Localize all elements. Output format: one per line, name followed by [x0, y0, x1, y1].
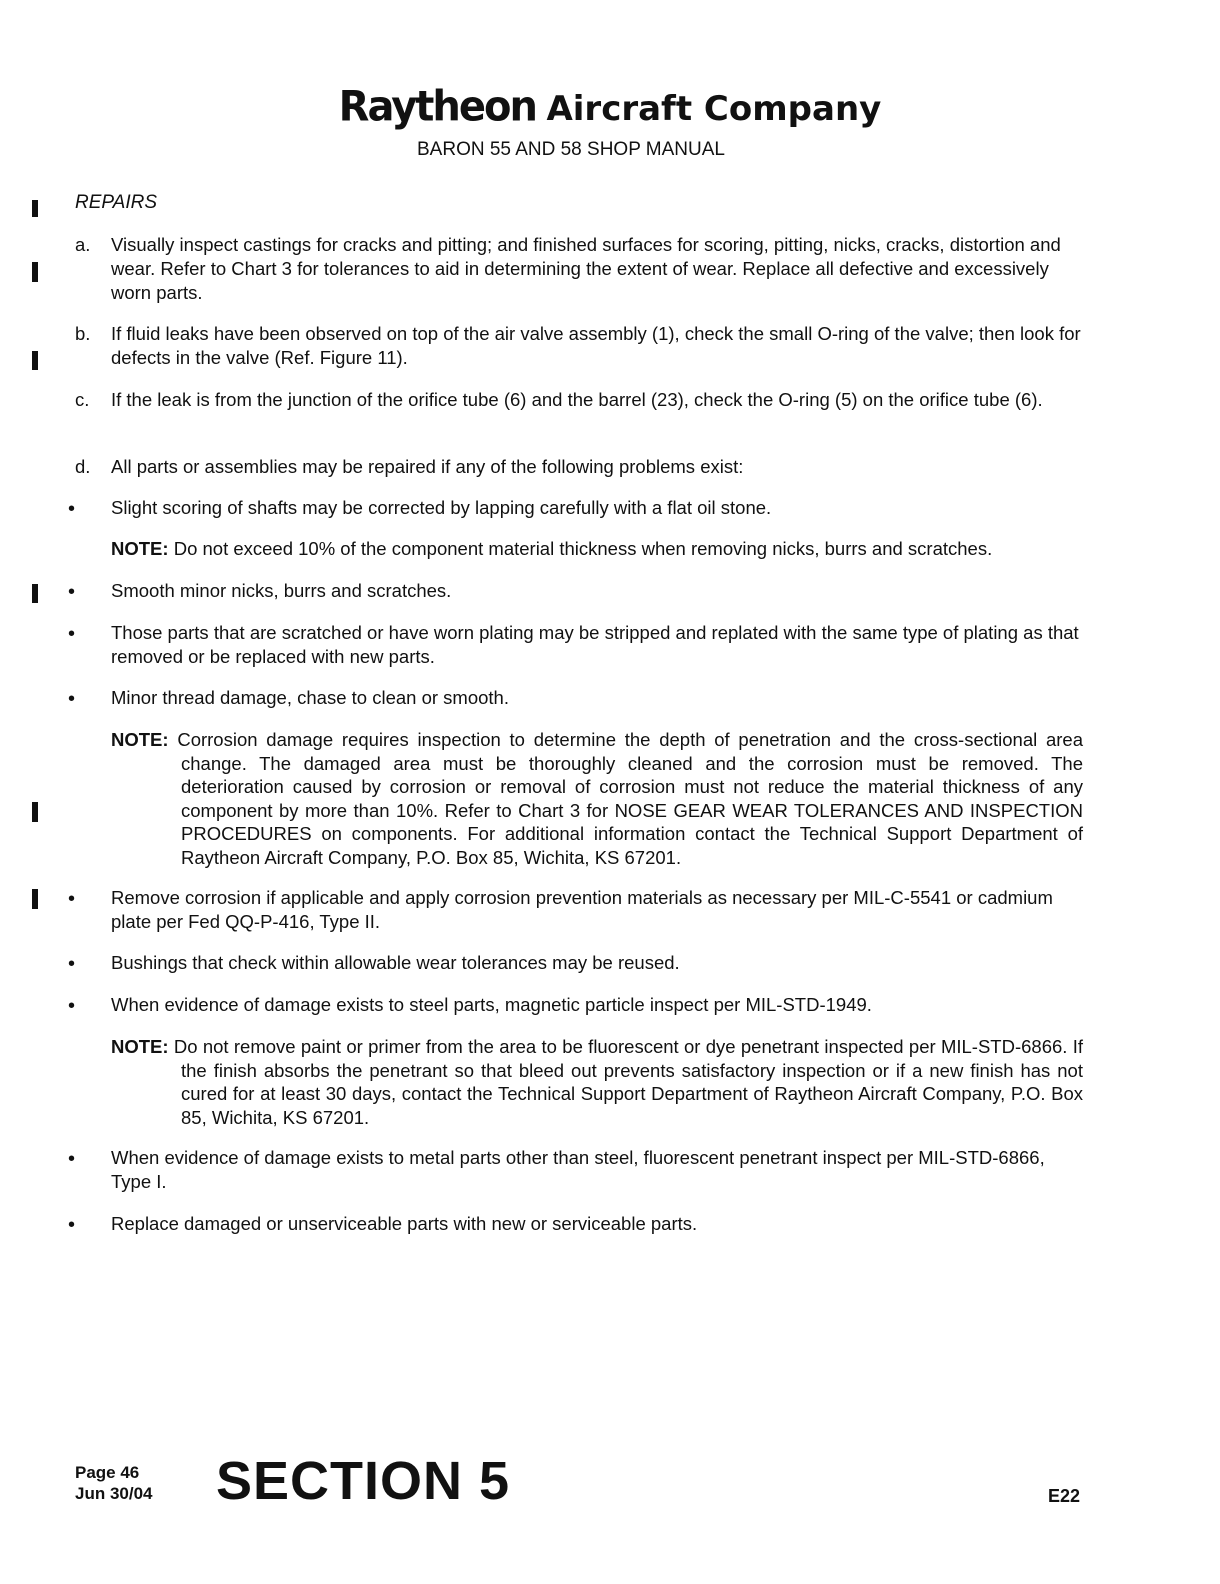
- manual-title: BARON 55 AND 58 SHOP MANUAL: [417, 139, 725, 160]
- change-bar: [32, 262, 38, 282]
- bullet-icon: •: [68, 581, 76, 603]
- page-date: Jun 30/04: [75, 1484, 153, 1503]
- brand: [339, 84, 882, 130]
- footer-code: E22: [1048, 1486, 1081, 1506]
- bullet-text: Minor thread damage, chase to clean or smooth.: [111, 687, 509, 708]
- note-label: NOTE:: [111, 1036, 169, 1057]
- bullet-icon: •: [68, 888, 76, 910]
- bullet-text: Remove corrosion if applicable and apply corrosion prevention materials as necessary per MIL-C-5541 or cadmium plate per Fed QQ-P-416, Type II.: [111, 887, 1053, 932]
- item-label: b.: [75, 323, 91, 344]
- note: [111, 1035, 1083, 1129]
- change-bar: [32, 200, 38, 217]
- page-header: [0, 84, 1220, 130]
- bullet-text: When evidence of damage exists to metal parts other than steel, fluorescent penetrant inspect per MIL-STD-6866, Type I.: [111, 1147, 1045, 1192]
- item-label: d.: [75, 456, 91, 477]
- item-text: Visually inspect castings for cracks and pitting; and finished surfaces for scoring, pitting, nicks, cracks, distortion and wear. Refer to Chart 3 for tolerances to aid in determining the extent of wear. Replace all defective and excessively worn parts.: [111, 234, 1061, 303]
- note-label: NOTE:: [111, 729, 169, 750]
- note-text: Corrosion damage requires inspection to determine the depth of penetration and the cross-sectional area change. The damaged area must be thoroughly cleaned and the corrosion must be removed. The deterioration caused by corrosion or removal of corrosion must not reduce the material thickness of any component by more than 10%. Refer to Chart 3 for NOSE GEAR WEAR TOLERANCES AND INSPECTION PROCEDURES on components. For additional information contact the Technical Support Department of Raytheon Aircraft Company, P.O. Box 85, Wichita, KS 67201.: [177, 729, 1083, 868]
- change-bar: [32, 889, 38, 909]
- bullet-text: Bushings that check within allowable wear tolerances may be reused.: [111, 952, 680, 973]
- section-heading: REPAIRS: [75, 192, 158, 213]
- brand-company: Aircraft Company: [546, 89, 882, 129]
- bullet-icon: •: [68, 995, 76, 1017]
- change-bar: [32, 584, 38, 603]
- footer-section-title: SECTION 5: [216, 1451, 511, 1511]
- bullet-text: Slight scoring of shafts may be corrected by lapping carefully with a flat oil stone.: [111, 497, 772, 518]
- change-bar: [32, 802, 38, 822]
- note: [111, 728, 1083, 869]
- item-label: a.: [75, 234, 91, 255]
- brand-logo: Raytheon: [338, 82, 536, 132]
- change-bar: [32, 351, 38, 370]
- bullet-text: Replace damaged or unserviceable parts with new or serviceable parts.: [111, 1213, 698, 1234]
- bullet-icon: •: [68, 953, 76, 975]
- footer-page-info: [75, 1462, 153, 1504]
- item-text: If fluid leaks have been observed on top of the air valve assembly (1), check the small O-ring of the valve; then look for defects in the valve (Ref. Figure 11).: [111, 323, 1081, 368]
- bullet-icon: •: [68, 498, 76, 520]
- note-text: Do not remove paint or primer from the area to be fluorescent or dye penetrant inspected per MIL-STD-6866. If the finish absorbs the penetrant so that bleed out prevents satisfactory inspection or if a new finish has not cured for at least 30 days, contact the Technical Support Department of Raytheon Aircraft Company, P.O. Box 85, Wichita, KS 67201.: [173, 1036, 1084, 1128]
- item-text: If the leak is from the junction of the orifice tube (6) and the barrel (23), check the O-ring (5) on the orifice tube (6).: [111, 389, 1043, 410]
- bullet-text: Smooth minor nicks, burrs and scratches.: [111, 580, 452, 601]
- item-label: c.: [75, 389, 90, 410]
- bullet-icon: •: [68, 688, 76, 710]
- page-number: Page 46: [75, 1463, 140, 1482]
- bullet-text: When evidence of damage exists to steel parts, magnetic particle inspect per MIL-STD-1949.: [111, 994, 872, 1015]
- note: [111, 537, 1083, 561]
- note-label: NOTE:: [111, 538, 169, 559]
- note-text: Do not exceed 10% of the component material thickness when removing nicks, burrs and scratches.: [173, 538, 993, 559]
- bullet-icon: •: [68, 1148, 76, 1170]
- bullet-text: Those parts that are scratched or have worn plating may be stripped and replated with the same type of plating as that removed or be replaced with new parts.: [111, 622, 1079, 667]
- item-text: All parts or assemblies may be repaired if any of the following problems exist:: [111, 456, 744, 477]
- bullet-icon: •: [68, 1214, 76, 1236]
- bullet-icon: •: [68, 623, 76, 645]
